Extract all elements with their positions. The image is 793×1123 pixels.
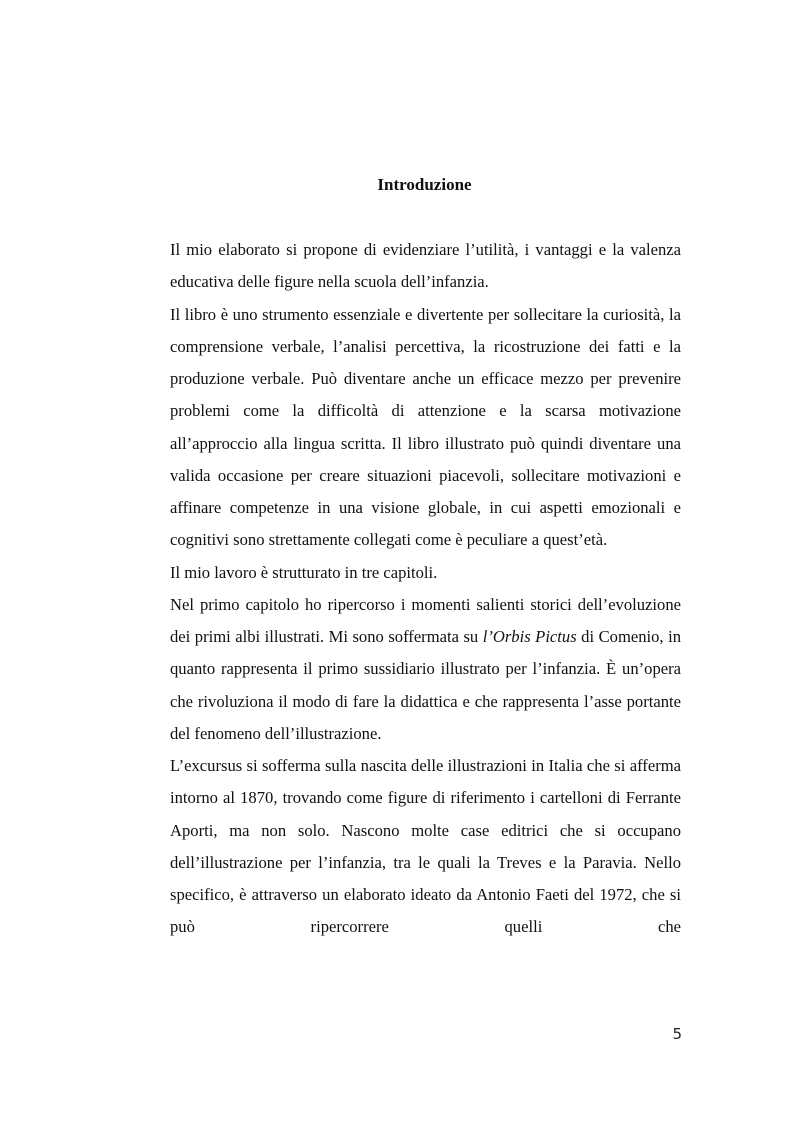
orbis-pictus-title: l’Orbis Pictus [482,627,577,646]
paragraph-2: Il libro è uno strumento essenziale e divertente per sollecitare la curiosità, la comprensione verbale, l’analisi percettiva, la ricostruzione dei fatti e la produzione verbale. Può diventare anche un efficace mezzo per prevenire problemi come la difficoltà di attenzione e la scarsa motivazione all’approccio alla lingua scritta. Il libro illustrato può quindi diventare una valida occasione per creare situazioni piacevoli, sollecitare motivazioni e affinare competenze in una visione globale, in cui aspetti emozionali e cognitivi sono strettamente collegati come è peculiare a quest’età. [170,304,681,550]
paragraph-5: L’excursus si sofferma sulla nascita delle illustrazioni in Italia che si afferma intorno al 1870, trovando come figure di riferimento i cartelloni di Ferrante Aporti, ma non solo. Nascono molte case editrici che si occupano dell’illustrazione per l’infanzia, tra le quali la Treves e la Paravia. Nello specifico, è attraverso un elaborato ideato da Antonio Faeti del 1972, che si può ripercorrere quelli che [170,756,681,937]
paragraph-3: Il mio lavoro è strutturato in tre capitoli. [170,562,438,582]
paragraph-4-text-end: di Comenio, in quanto rappresenta il primo sussidiario illustrato per l’infanzia. È un’opera che rivoluziona il modo di fare la didattica e che rappresenta l’asse portante del fenomeno dell’illustrazione. [170,627,681,743]
page-number: 5 [672,1025,682,1043]
paragraph-1: Il mio elaborato si propone di evidenziare l’utilità, i vantaggi e la valenza educativa delle figure nella scuola dell’infanzia. [170,240,681,292]
body-text [170,234,681,944]
page-title: Introduzione [377,175,472,194]
paragraph-4-text-start: Nel primo capitolo ho ripercorso i momenti salienti storici dell’evoluzione dei primi albi illustrati. Mi sono soffermata su [170,594,681,646]
paragraph-4 [170,589,681,750]
